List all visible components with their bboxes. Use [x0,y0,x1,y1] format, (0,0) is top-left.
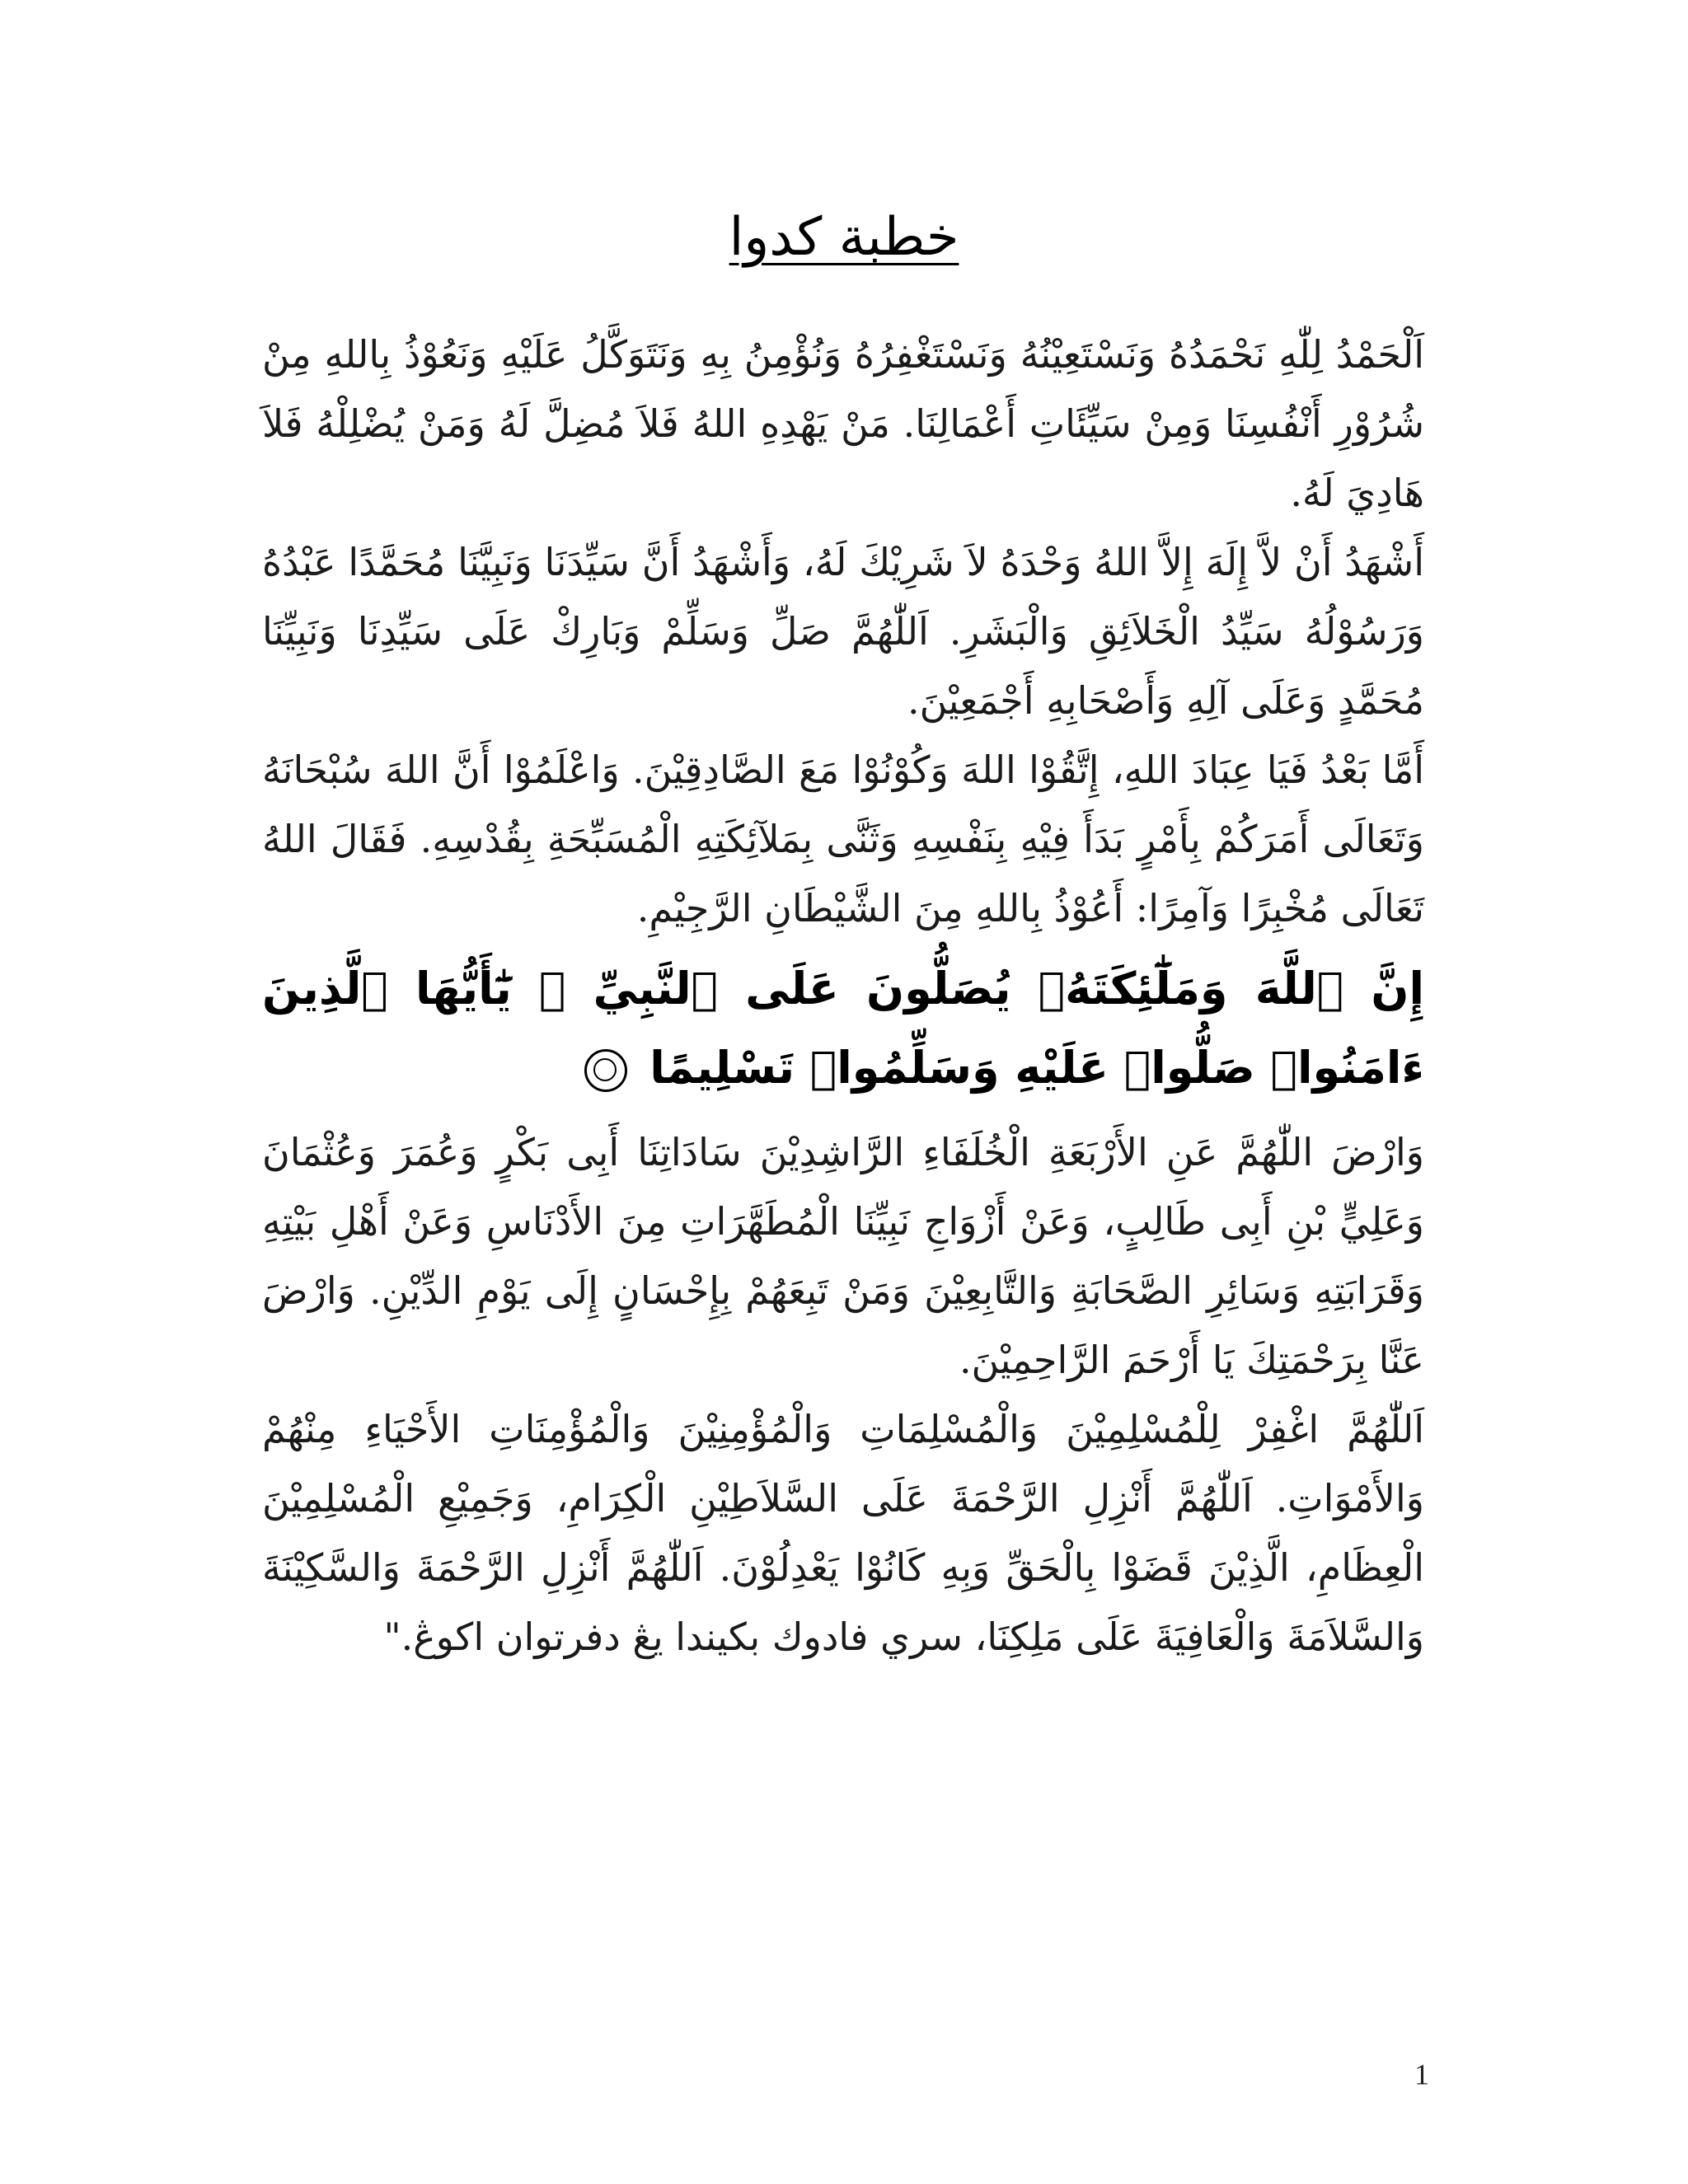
khutbah-body [262,320,1424,1671]
page-title: خطبة كدوا [729,207,959,268]
ayah-end-marker-icon [584,1049,627,1092]
paragraph-supplication: اَللّٰهُمَّ اغْفِرْ لِلْمُسْلِمِيْنَ وَالْمُسْلِمَاتِ وَالْمُؤْمِنِيْنَ وَالْمُؤْمِنَاتِ الأَحْيَاءِ مِنْهُمْ وَالأَمْوَاتِ. اَللّٰهُمَّ أَنْزِلِ الرَّحْمَةَ عَلَى السَّلاَطِيْنِ الْكِرَامِ، وَجَمِيْعِ الْمُسْلِمِيْنَ الْعِظَامِ، الَّذِيْنَ قَضَوْا بِالْحَقِّ وَبِهِ كَانُوْا يَعْدِلُوْنَ. اَللّٰهُمَّ أَنْزِلِ الرَّحْمَةَ وَالسَّكِيْنَةَ وَالسَّلاَمَةَ وَالْعَافِيَةَ عَلَى مَلِكِنَا، سري فادوك بكيندا يڠ دفرتوان اكوڠ." [262,1407,1424,1659]
quran-verse-text: إِنَّ ٱللَّهَ وَمَلَٰٓئِكَتَهُۥ يُصَلُّونَ عَلَى ٱلنَّبِيِّ ۚ يَٰٓأَيُّهَا ٱلَّذِينَ ءَامَنُوا۟ صَلُّوا۟ عَلَيْهِ وَسَلِّمُوا۟ تَسْلِيمًا [262,963,1424,1094]
quran-verse-block [262,949,1424,1108]
paragraph-exhortation: أَمَّا بَعْدُ فَيَا عِبَادَ اللهِ، إِتَّقُوْا اللهَ وَكُوْنُوْا مَعَ الصَّادِقِيْنَ. وَاعْلَمُوْا أَنَّ اللهَ سُبْحَانَهُ وَتَعَالَى أَمَرَكُمْ بِأَمْرٍ بَدَأَ فِيْهِ بِنَفْسِهِ وَثَنَّى بِمَلآئِكَتِهِ الْمُسَبِّحَةِ بِقُدْسِهِ. فَقَالَ اللهُ تَعَالَى مُخْبِرًا وَآمِرًا: أَعُوْذُ بِاللهِ مِنَ الشَّيْطَانِ الرَّجِيْمِ. [262,748,1424,930]
page-number: 1 [1414,2058,1429,2091]
paragraph-praise: اَلْحَمْدُ لِلّٰهِ نَحْمَدُهُ وَنَسْتَعِيْنُهُ وَنَسْتَغْفِرُهُ وَنُؤْمِنُ بِهِ وَنَتَوَكَّلُ عَلَيْهِ وَنَعُوْذُ بِاللهِ مِنْ شُرُوْرِ أَنْفُسِنَا وَمِنْ سَيِّئَاتِ أَعْمَالِنَا. مَنْ يَهْدِهِ اللهُ فَلاَ مُضِلَّ لَهُ وَمَنْ يُضْلِلْهُ فَلاَ هَادِيَ لَهُ. [262,332,1424,515]
paragraph-companions: وَارْضَ اللّٰهُمَّ عَنِ الأَرْبَعَةِ الْخُلَفَاءِ الرَّاشِدِيْنَ سَادَاتِنَا أَبِى بَكْرٍ وَعُمَرَ وَعُثْمَانَ وَعَلِيٍّ بْنِ أَبِى طَالِبٍ، وَعَنْ أَزْوَاجِ نَبِيِّنَا الْمُطَهَّرَاتِ مِنَ الأَدْنَاسِ وَعَنْ أَهْلِ بَيْتِهِ وَقَرَابَتِهِ وَسَائِرِ الصَّحَابَةِ وَالتَّابِعِيْنَ وَمَنْ تَبِعَهُمْ بِإِحْسَانٍ إِلَى يَوْمِ الدِّيْنِ. وَارْضَ عَنَّا بِرَحْمَتِكَ يَا أَرْحَمَ الرَّاحِمِيْنَ. [262,1130,1424,1382]
paragraph-shahada: أَشْهَدُ أَنْ لاَّ إِلَهَ إِلاَّ اللهُ وَحْدَهُ لاَ شَرِيْكَ لَهُ، وَأَشْهَدُ أَنَّ سَيِّدَنَا وَنَبِيَّنَا مُحَمَّدًا عَبْدُهُ وَرَسُوْلُهُ سَيِّدُ الْخَلاَئِقِ وَالْبَشَرِ. اَللّٰهُمَّ صَلِّ وَسَلِّمْ وَبَارِكْ عَلَى سَيِّدِنَا وَنَبِيِّنَا مُحَمَّدٍ وَعَلَى آلِهِ وَأَصْحَابِهِ أَجْمَعِيْنَ. [262,540,1424,723]
